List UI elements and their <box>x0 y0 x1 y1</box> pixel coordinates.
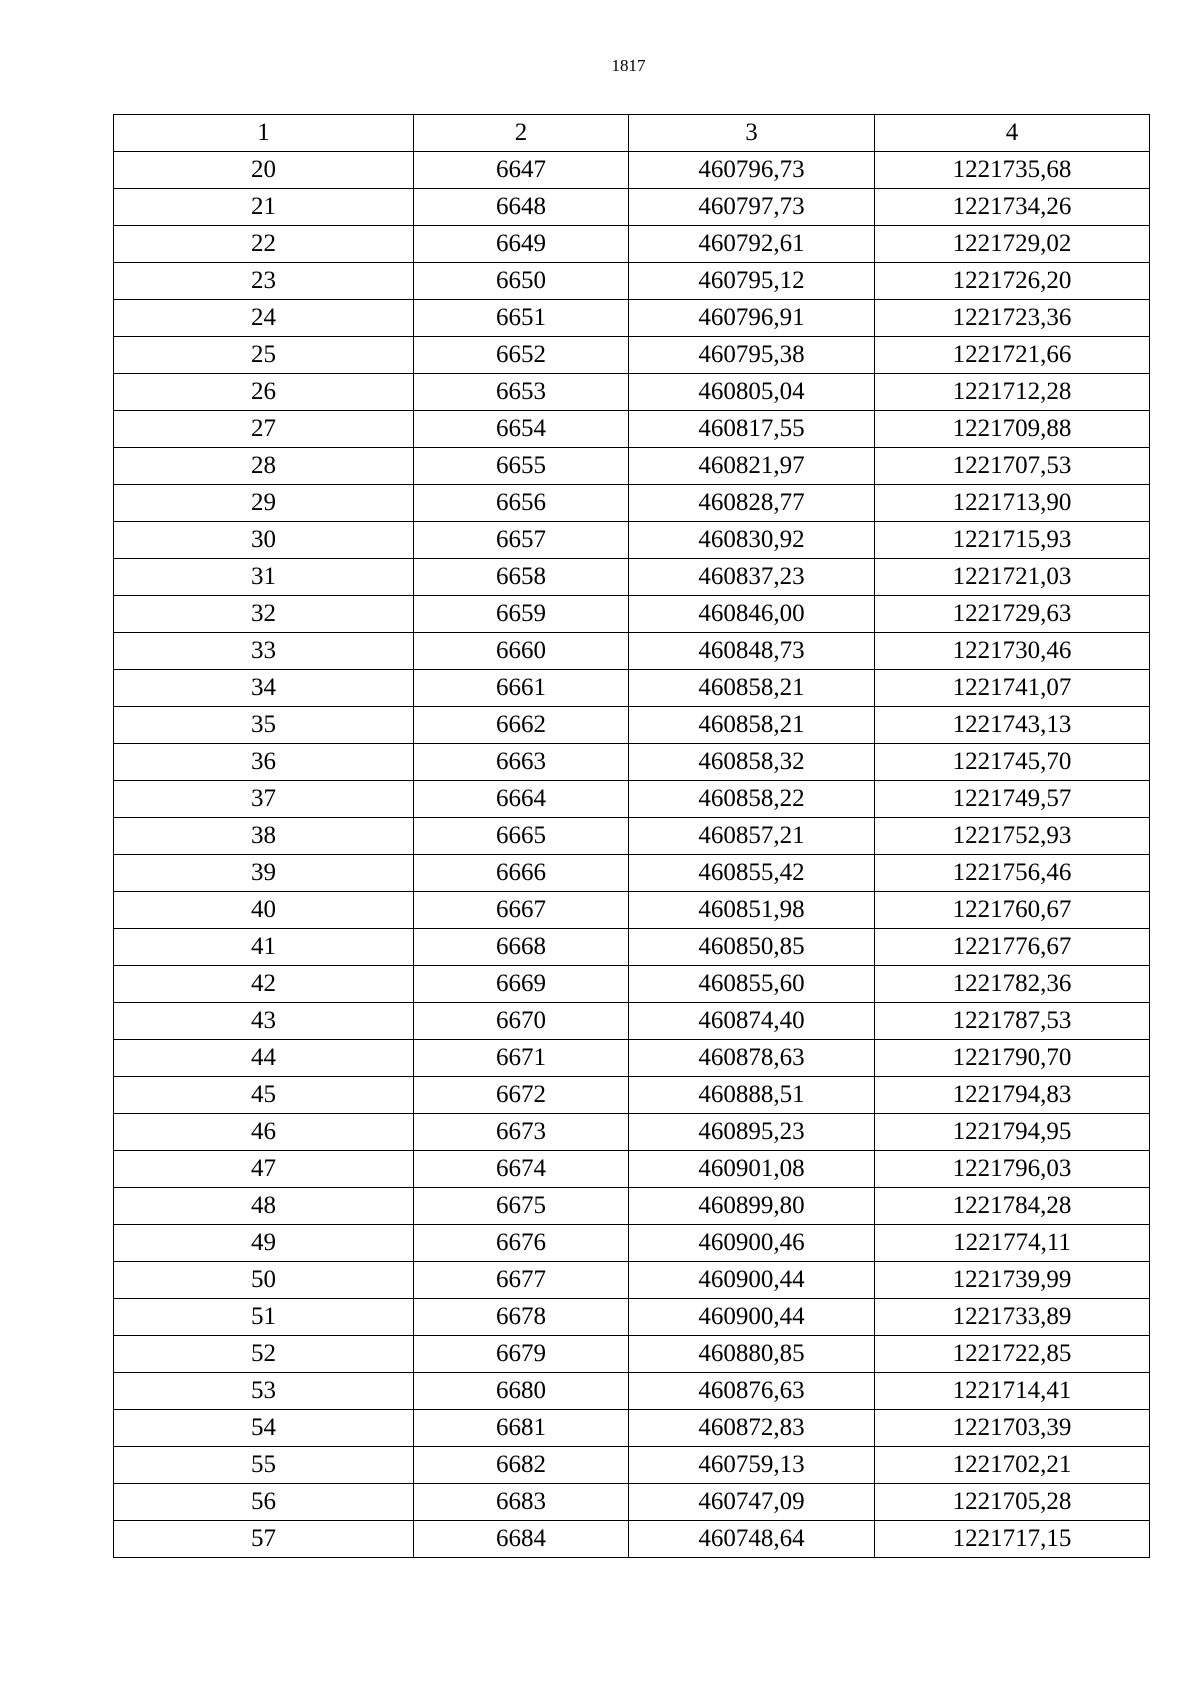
table-cell-col4: 1221756,46 <box>875 855 1150 892</box>
table-row <box>114 1188 1150 1225</box>
table-cell-col3: 460797,73 <box>629 189 875 226</box>
table-cell-col4: 1221709,88 <box>875 411 1150 448</box>
table-body <box>114 115 1150 1558</box>
table-cell-col3: 460748,64 <box>629 1521 875 1558</box>
table-cell-col1: 40 <box>114 892 414 929</box>
table-cell-col4: 1221723,36 <box>875 300 1150 337</box>
table-cell-col2: 6649 <box>414 226 629 263</box>
table-cell-col1: 45 <box>114 1077 414 1114</box>
table-cell-col3: 460858,21 <box>629 707 875 744</box>
table-row <box>114 966 1150 1003</box>
table-cell-col1: 20 <box>114 152 414 189</box>
table-cell-col1: 33 <box>114 633 414 670</box>
table-cell-col4: 1221712,28 <box>875 374 1150 411</box>
table-cell-col4: 1221730,46 <box>875 633 1150 670</box>
table-cell-col4: 1221715,93 <box>875 522 1150 559</box>
table-cell-col2: 6676 <box>414 1225 629 1262</box>
table-row <box>114 1262 1150 1299</box>
table-cell-col2: 6678 <box>414 1299 629 1336</box>
table-cell-col1: 43 <box>114 1003 414 1040</box>
table-row <box>114 1040 1150 1077</box>
table-cell-col3: 460848,73 <box>629 633 875 670</box>
table-cell-col4: 1221734,26 <box>875 189 1150 226</box>
table-cell-col2: 6675 <box>414 1188 629 1225</box>
table-cell-col2: 6648 <box>414 189 629 226</box>
table-cell-col2: 6670 <box>414 1003 629 1040</box>
table-cell-col1: 25 <box>114 337 414 374</box>
table-cell-col2: 6651 <box>414 300 629 337</box>
table-cell-col1: 52 <box>114 1336 414 1373</box>
table-row <box>114 818 1150 855</box>
table-cell-col4: 1221760,67 <box>875 892 1150 929</box>
table-row <box>114 596 1150 633</box>
table-cell-col4: 1221787,53 <box>875 1003 1150 1040</box>
table-cell-col4: 1221739,99 <box>875 1262 1150 1299</box>
table-cell-col3: 460796,91 <box>629 300 875 337</box>
table-cell-col1: 24 <box>114 300 414 337</box>
table-cell-col3: 460830,92 <box>629 522 875 559</box>
table-cell-col3: 460795,12 <box>629 263 875 300</box>
table-cell-col4: 1221717,15 <box>875 1521 1150 1558</box>
table-row <box>114 263 1150 300</box>
table-cell-col3: 460899,80 <box>629 1188 875 1225</box>
table-cell-col3: 460747,09 <box>629 1484 875 1521</box>
table-cell-col4: 1221721,66 <box>875 337 1150 374</box>
table-cell-col1: 54 <box>114 1410 414 1447</box>
table-cell-col2: 6674 <box>414 1151 629 1188</box>
table-cell-col2: 6679 <box>414 1336 629 1373</box>
table-cell-col2: 6656 <box>414 485 629 522</box>
table-cell-col3: 460805,04 <box>629 374 875 411</box>
table-cell-col2: 6660 <box>414 633 629 670</box>
table-cell-col1: 55 <box>114 1447 414 1484</box>
table-cell-col3: 460900,44 <box>629 1262 875 1299</box>
table-cell-col3: 460855,60 <box>629 966 875 1003</box>
table-cell-col1: 49 <box>114 1225 414 1262</box>
table-cell-col2: 6666 <box>414 855 629 892</box>
table-header-row <box>114 115 1150 152</box>
table-cell-col2: 6663 <box>414 744 629 781</box>
table-cell-col4: 1221790,70 <box>875 1040 1150 1077</box>
table-cell-col2: 6661 <box>414 670 629 707</box>
table-cell-col1: 36 <box>114 744 414 781</box>
table-cell-col2: 6653 <box>414 374 629 411</box>
table-cell-col3: 460792,61 <box>629 226 875 263</box>
table-cell-col4: 1221776,67 <box>875 929 1150 966</box>
table-row <box>114 337 1150 374</box>
table-cell-col3: 460901,08 <box>629 1151 875 1188</box>
table-row <box>114 1373 1150 1410</box>
table-cell-col4: 1221749,57 <box>875 781 1150 818</box>
table-cell-col3: 460846,00 <box>629 596 875 633</box>
table-cell-col4: 1221733,89 <box>875 1299 1150 1336</box>
table-row <box>114 892 1150 929</box>
table-row <box>114 1484 1150 1521</box>
table-cell-col2: 6654 <box>414 411 629 448</box>
table-cell-col2: 6657 <box>414 522 629 559</box>
table-cell-col1: 48 <box>114 1188 414 1225</box>
table-cell-col4: 1221796,03 <box>875 1151 1150 1188</box>
table-cell-col4: 1221774,11 <box>875 1225 1150 1262</box>
table-row <box>114 1225 1150 1262</box>
table-cell-col2: 6667 <box>414 892 629 929</box>
table-row <box>114 411 1150 448</box>
table-cell-col3: 460888,51 <box>629 1077 875 1114</box>
table-cell-col3: 460855,42 <box>629 855 875 892</box>
table-cell-col1: 42 <box>114 966 414 1003</box>
table-cell-col2: 6672 <box>414 1077 629 1114</box>
table-cell-col3: 460759,13 <box>629 1447 875 1484</box>
table-cell-col1: 32 <box>114 596 414 633</box>
table-cell-col2: 6658 <box>414 559 629 596</box>
table-cell-col2: 6684 <box>414 1521 629 1558</box>
table-cell-col4: 1221752,93 <box>875 818 1150 855</box>
table-row <box>114 1114 1150 1151</box>
table-cell-col3: 460858,21 <box>629 670 875 707</box>
table-cell-col3: 460872,83 <box>629 1410 875 1447</box>
table-cell-col2: 6668 <box>414 929 629 966</box>
table-row <box>114 189 1150 226</box>
table-cell-col3: 460837,23 <box>629 559 875 596</box>
table-row <box>114 1336 1150 1373</box>
header-cell-3: 3 <box>629 115 875 152</box>
page-number: 1817 <box>611 56 646 75</box>
table-cell-col2: 6683 <box>414 1484 629 1521</box>
table-cell-col4: 1221794,95 <box>875 1114 1150 1151</box>
table-cell-col2: 6673 <box>414 1114 629 1151</box>
table-row <box>114 485 1150 522</box>
table-row <box>114 448 1150 485</box>
table-cell-col4: 1221745,70 <box>875 744 1150 781</box>
table-row <box>114 1447 1150 1484</box>
table-cell-col4: 1221729,02 <box>875 226 1150 263</box>
coordinates-table <box>113 114 1150 1558</box>
table-row <box>114 522 1150 559</box>
table-cell-col2: 6662 <box>414 707 629 744</box>
table-cell-col3: 460857,21 <box>629 818 875 855</box>
table-cell-col3: 460880,85 <box>629 1336 875 1373</box>
table-cell-col4: 1221741,07 <box>875 670 1150 707</box>
table-cell-col4: 1221721,03 <box>875 559 1150 596</box>
table-cell-col2: 6671 <box>414 1040 629 1077</box>
table-cell-col1: 23 <box>114 263 414 300</box>
table-cell-col1: 41 <box>114 929 414 966</box>
table-cell-col2: 6669 <box>414 966 629 1003</box>
table-row <box>114 152 1150 189</box>
table-cell-col1: 47 <box>114 1151 414 1188</box>
table-cell-col1: 57 <box>114 1521 414 1558</box>
header-cell-1: 1 <box>114 115 414 152</box>
table-cell-col2: 6652 <box>414 337 629 374</box>
table-cell-col4: 1221722,85 <box>875 1336 1150 1373</box>
table-row <box>114 929 1150 966</box>
table-cell-col3: 460821,97 <box>629 448 875 485</box>
table-cell-col4: 1221743,13 <box>875 707 1150 744</box>
table-cell-col1: 28 <box>114 448 414 485</box>
table-row <box>114 1077 1150 1114</box>
table-row <box>114 633 1150 670</box>
table-row <box>114 1003 1150 1040</box>
table-row <box>114 744 1150 781</box>
table-cell-col1: 50 <box>114 1262 414 1299</box>
table-cell-col4: 1221794,83 <box>875 1077 1150 1114</box>
table-cell-col1: 44 <box>114 1040 414 1077</box>
table-row <box>114 559 1150 596</box>
table-row <box>114 670 1150 707</box>
table-cell-col3: 460900,46 <box>629 1225 875 1262</box>
table-cell-col1: 21 <box>114 189 414 226</box>
table-row <box>114 1299 1150 1336</box>
table-row <box>114 226 1150 263</box>
table-cell-col4: 1221713,90 <box>875 485 1150 522</box>
table-cell-col3: 460895,23 <box>629 1114 875 1151</box>
table-cell-col2: 6650 <box>414 263 629 300</box>
table-cell-col1: 22 <box>114 226 414 263</box>
table-cell-col2: 6664 <box>414 781 629 818</box>
table-cell-col3: 460858,32 <box>629 744 875 781</box>
header-cell-4: 4 <box>875 115 1150 152</box>
table-cell-col3: 460876,63 <box>629 1373 875 1410</box>
table-cell-col1: 51 <box>114 1299 414 1336</box>
table-cell-col4: 1221714,41 <box>875 1373 1150 1410</box>
table-cell-col1: 35 <box>114 707 414 744</box>
table-cell-col4: 1221707,53 <box>875 448 1150 485</box>
table-cell-col2: 6665 <box>414 818 629 855</box>
table-cell-col1: 27 <box>114 411 414 448</box>
table-cell-col3: 460796,73 <box>629 152 875 189</box>
table-row <box>114 300 1150 337</box>
table-cell-col1: 56 <box>114 1484 414 1521</box>
table-row <box>114 1151 1150 1188</box>
table-cell-col3: 460878,63 <box>629 1040 875 1077</box>
table-row <box>114 781 1150 818</box>
table-cell-col2: 6681 <box>414 1410 629 1447</box>
table-cell-col1: 46 <box>114 1114 414 1151</box>
table-cell-col2: 6682 <box>414 1447 629 1484</box>
table-cell-col4: 1221705,28 <box>875 1484 1150 1521</box>
table-cell-col3: 460828,77 <box>629 485 875 522</box>
table-cell-col4: 1221702,21 <box>875 1447 1150 1484</box>
table-cell-col3: 460858,22 <box>629 781 875 818</box>
table-cell-col1: 26 <box>114 374 414 411</box>
table-cell-col3: 460874,40 <box>629 1003 875 1040</box>
table-row <box>114 1521 1150 1558</box>
table-cell-col1: 39 <box>114 855 414 892</box>
table-cell-col2: 6659 <box>414 596 629 633</box>
table-row <box>114 1410 1150 1447</box>
table-row <box>114 855 1150 892</box>
table-cell-col4: 1221703,39 <box>875 1410 1150 1447</box>
table-cell-col4: 1221782,36 <box>875 966 1150 1003</box>
table-cell-col3: 460900,44 <box>629 1299 875 1336</box>
table-cell-col3: 460850,85 <box>629 929 875 966</box>
table-cell-col3: 460817,55 <box>629 411 875 448</box>
table-cell-col4: 1221726,20 <box>875 263 1150 300</box>
table-cell-col2: 6647 <box>414 152 629 189</box>
table-row <box>114 374 1150 411</box>
table-row <box>114 707 1150 744</box>
table-cell-col1: 30 <box>114 522 414 559</box>
table-cell-col1: 38 <box>114 818 414 855</box>
table-cell-col2: 6677 <box>414 1262 629 1299</box>
table-cell-col4: 1221729,63 <box>875 596 1150 633</box>
header-cell-2: 2 <box>414 115 629 152</box>
table-cell-col4: 1221735,68 <box>875 152 1150 189</box>
table-cell-col1: 34 <box>114 670 414 707</box>
table-cell-col1: 37 <box>114 781 414 818</box>
table-cell-col3: 460795,38 <box>629 337 875 374</box>
table-cell-col2: 6680 <box>414 1373 629 1410</box>
table-cell-col4: 1221784,28 <box>875 1188 1150 1225</box>
table-cell-col1: 29 <box>114 485 414 522</box>
table-cell-col3: 460851,98 <box>629 892 875 929</box>
table-cell-col1: 53 <box>114 1373 414 1410</box>
table-cell-col1: 31 <box>114 559 414 596</box>
table-cell-col2: 6655 <box>414 448 629 485</box>
